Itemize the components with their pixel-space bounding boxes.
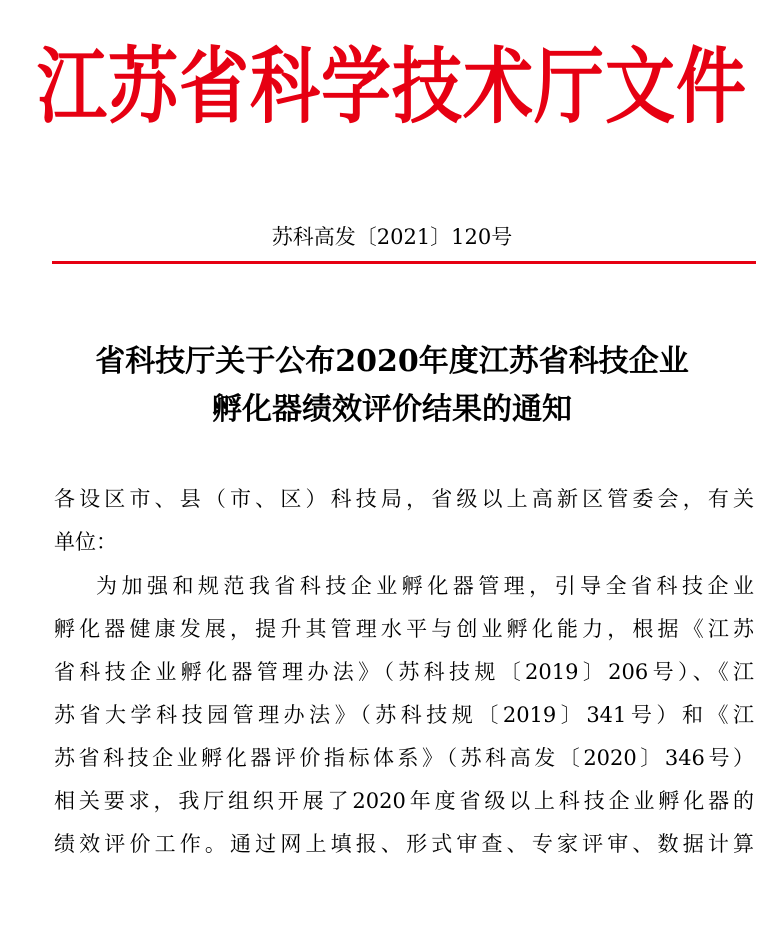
paragraph-line: 省科技企业孵化器管理办法》（苏科技规〔2019〕206号）、《江: [54, 660, 754, 684]
issuer-masthead: 江苏省科学技术厅文件: [37, 38, 747, 136]
salutation: [54, 478, 754, 564]
document-title-line-2: 孵化器绩效评价结果的通知: [212, 392, 572, 427]
salutation-line: 单位：: [54, 530, 117, 554]
document-number: 苏科高发〔2021〕120号: [271, 225, 513, 249]
paragraph-line: 苏省大学科技园管理办法》（苏科技规〔2019〕341号）和《江: [54, 703, 754, 727]
paragraph-line: 相关要求，我厅组织开展了2020年度省级以上科技企业孵化器的: [54, 789, 754, 813]
paragraph-line: 为加强和规范我省科技企业孵化器管理，引导全省科技企业: [96, 574, 754, 598]
paragraph-line: 孵化器健康发展，提升其管理水平与创业孵化能力，根据《江苏: [54, 617, 754, 641]
red-divider-rule: [52, 261, 756, 264]
document-title-line-1: 省科技厅关于公布2020年度江苏省科技企业: [95, 344, 689, 379]
salutation-line: 各设区市、县（市、区）科技局，省级以上高新区管委会，有关: [54, 487, 754, 511]
paragraph-line: 绩效评价工作。通过网上填报、形式审查、专家评审、数据计算: [54, 832, 754, 856]
body-paragraph: [54, 565, 754, 866]
paragraph-line: 苏省科技企业孵化器评价指标体系》（苏科高发〔2020〕346号）: [54, 746, 754, 770]
